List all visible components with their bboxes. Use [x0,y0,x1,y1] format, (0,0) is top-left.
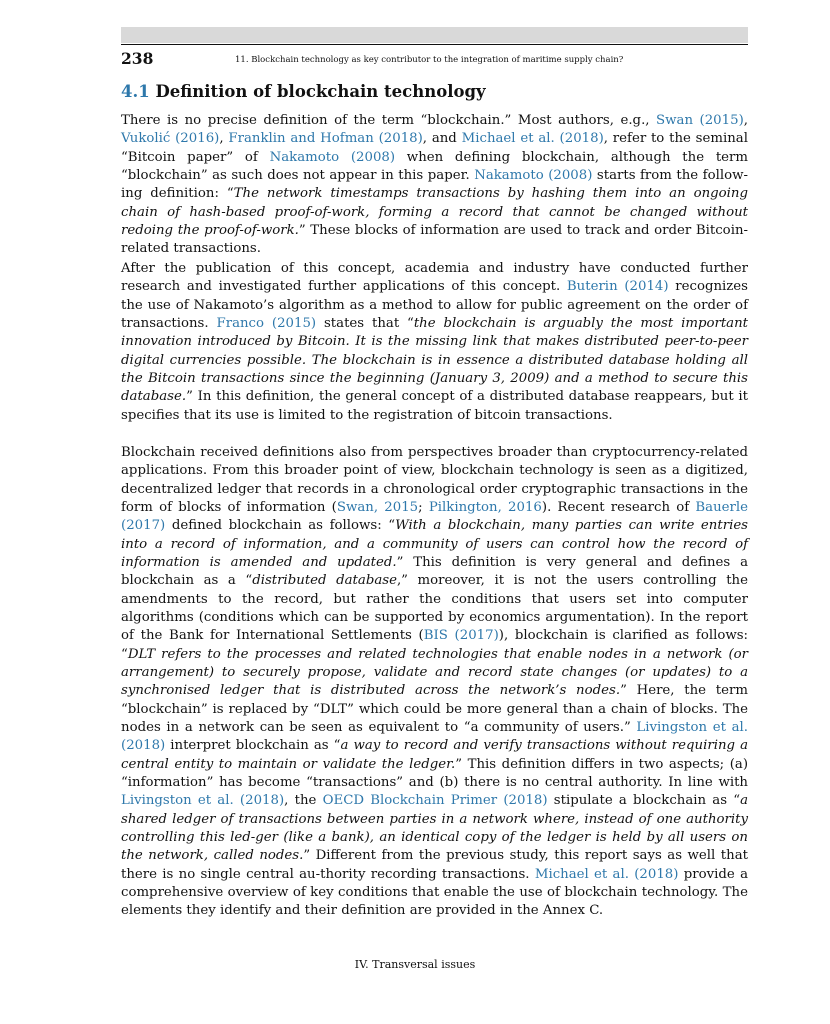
text: ” In this definition, the general concept of a distributed database reappears, but it specifies that its use is limited to the registration of bitcoin transactions. [121,389,748,423]
quotation: distributed database [252,573,397,589]
text: recognizes the use of Nakamoto’s algorithm as a method to allow for public agreement on the order of transactions. [121,279,749,331]
citation-link[interactable]: Pilkington, 2016 [428,499,542,515]
text: , [219,131,229,147]
citation-link[interactable]: Vukolić (2016) [121,131,220,147]
text: ” Different from the previous study, this report says as well that there is no single central au-thority recording transactions. [121,848,748,882]
text: ). Recent research of [541,499,696,515]
running-head: 11. Blockchain technology as key contributor to the integration of maritime supply chain? [235,55,624,65]
quotation: a shared ledger of transactions between parties in a network where, instead of one authority controlling this led-ger (like a bank), an identical copy of the ledger is held by all users on the network, called nodes. [121,793,748,864]
quotation: a way to record and verify transactions without requiring a central entity to maintain or validate the ledger. [121,738,748,772]
citation-link[interactable]: Michael et al. (2018) [461,131,604,147]
citation-link[interactable]: Swan, 2015 [336,499,419,515]
header-shade-bar [121,27,748,43]
section-number: 4.1 [121,82,150,101]
text: Blockchain received definitions also from perspectives broader than cryptocurrency-related applications. From this broader point of view, blockchain technology is seen as a digitized, decentralized ledger that records in a chronological order cryptographic transactions in the form of blocks of information ( [121,445,748,515]
text: ,” moreover, it is not the users controlling the amendments to the record, but rather the conditions that users set into computer algorithms (conditions which can be supported by economics argumentation). In the report of the Bank for International Settlements ( [121,573,748,644]
section-heading [121,82,748,101]
text: After the publication of this concept, academia and industry have conducted further research and investigated further applications of this concept. [121,261,748,295]
page-footer: IV. Transversal issues [354,958,476,971]
citation-link[interactable]: Buterin (2014) [566,279,669,295]
text: , the [284,793,323,809]
text: ” This definition differs in two aspects; (a) “information” has become “transactions” and (b) there is no central authority. In line with [121,756,749,790]
text: , [743,113,748,128]
citation-link[interactable]: BIS (2017) [423,628,499,644]
quotation: DLT refers to the processes and related technologies that enable nodes in a network (or arrangement) to securely propose, validate and record state changes (or updates) to a synchronised ledger that is distributed across the network’s nodes. [121,646,748,699]
text: starts from the follow-ing definition: “ [121,167,748,202]
citation-link[interactable]: Michael et al. (2018) [534,866,679,882]
citation-link[interactable]: Franklin and Hofman (2018) [228,131,423,147]
paragraph-2 [121,260,748,425]
text: stipulate a blockchain as “ [547,793,741,809]
quotation: The network timestamps transactions by hashing them into an ongoing chain of hash-based proof-of-work, forming a record that cannot be changed without redoing the proof-of-work. [121,186,748,238]
page-header [121,44,748,69]
text: There is no precise definition of the term “blockchain.” Most authors, e.g., [121,113,657,128]
quotation: With a blockchain, many parties can write entries into a record of information, and a community of users can control how the record of information is amended and updated. [121,518,749,570]
text: , and [422,131,462,147]
text: ” This definition is very general and defines a blockchain as a “ [121,554,748,589]
text: states that “ [316,315,414,331]
text: interpret blockchain as “ [165,738,341,754]
citation-link[interactable]: Swan (2015) [656,113,744,128]
text: ” These blocks of information are used to track and order Bitcoin-related transactions. [121,222,748,257]
text: when defining blockchain, although the term “blockchain” as such does not appear in this paper. [121,149,749,183]
citation-link[interactable]: Franco (2015) [216,315,317,331]
citation-link[interactable]: OECD Blockchain Primer (2018) [322,793,548,809]
text: , refer to the seminal “Bitcoin paper” of [121,131,748,165]
quotation: the blockchain is arguably the most important innovation introduced by Bitcoin. It is the missing link that makes distributed peer-to-peer digital currencies possible. The blockchain is in essence a distributed database holding all the Bitcoin transactions since the beginning (January 3, 2009) and a method to secure this database. [121,315,748,405]
text: ), blockchain is clarified as follows: “ [121,628,749,662]
citation-link[interactable]: Nakamoto (2008) [474,167,593,183]
text: defined blockchain as follows: “ [165,518,396,534]
citation-link[interactable]: Nakamoto (2008) [269,149,396,165]
text: provide a comprehensive overview of key conditions that enable the use of blockchain technology. The elements they identify and their definition are provided in the Annex C. [121,866,748,919]
text: ; [418,499,429,515]
citation-link[interactable]: Livingston et al. (2018) [121,719,748,754]
page-number: 238 [121,49,154,68]
citation-link[interactable]: Bauerle (2017) [121,499,748,534]
paragraph-1 [121,112,748,259]
paragraph-3 [121,444,748,921]
text: ” Here, the term “blockchain” is replaced by “DLT” which could be more general than a chain of blocks. The nodes in a network can be seen as equivalent to “a community of users.” [121,683,748,735]
citation-link[interactable]: Livingston et al. (2018) [121,793,285,809]
section-title: Definition of blockchain technology [155,82,486,101]
